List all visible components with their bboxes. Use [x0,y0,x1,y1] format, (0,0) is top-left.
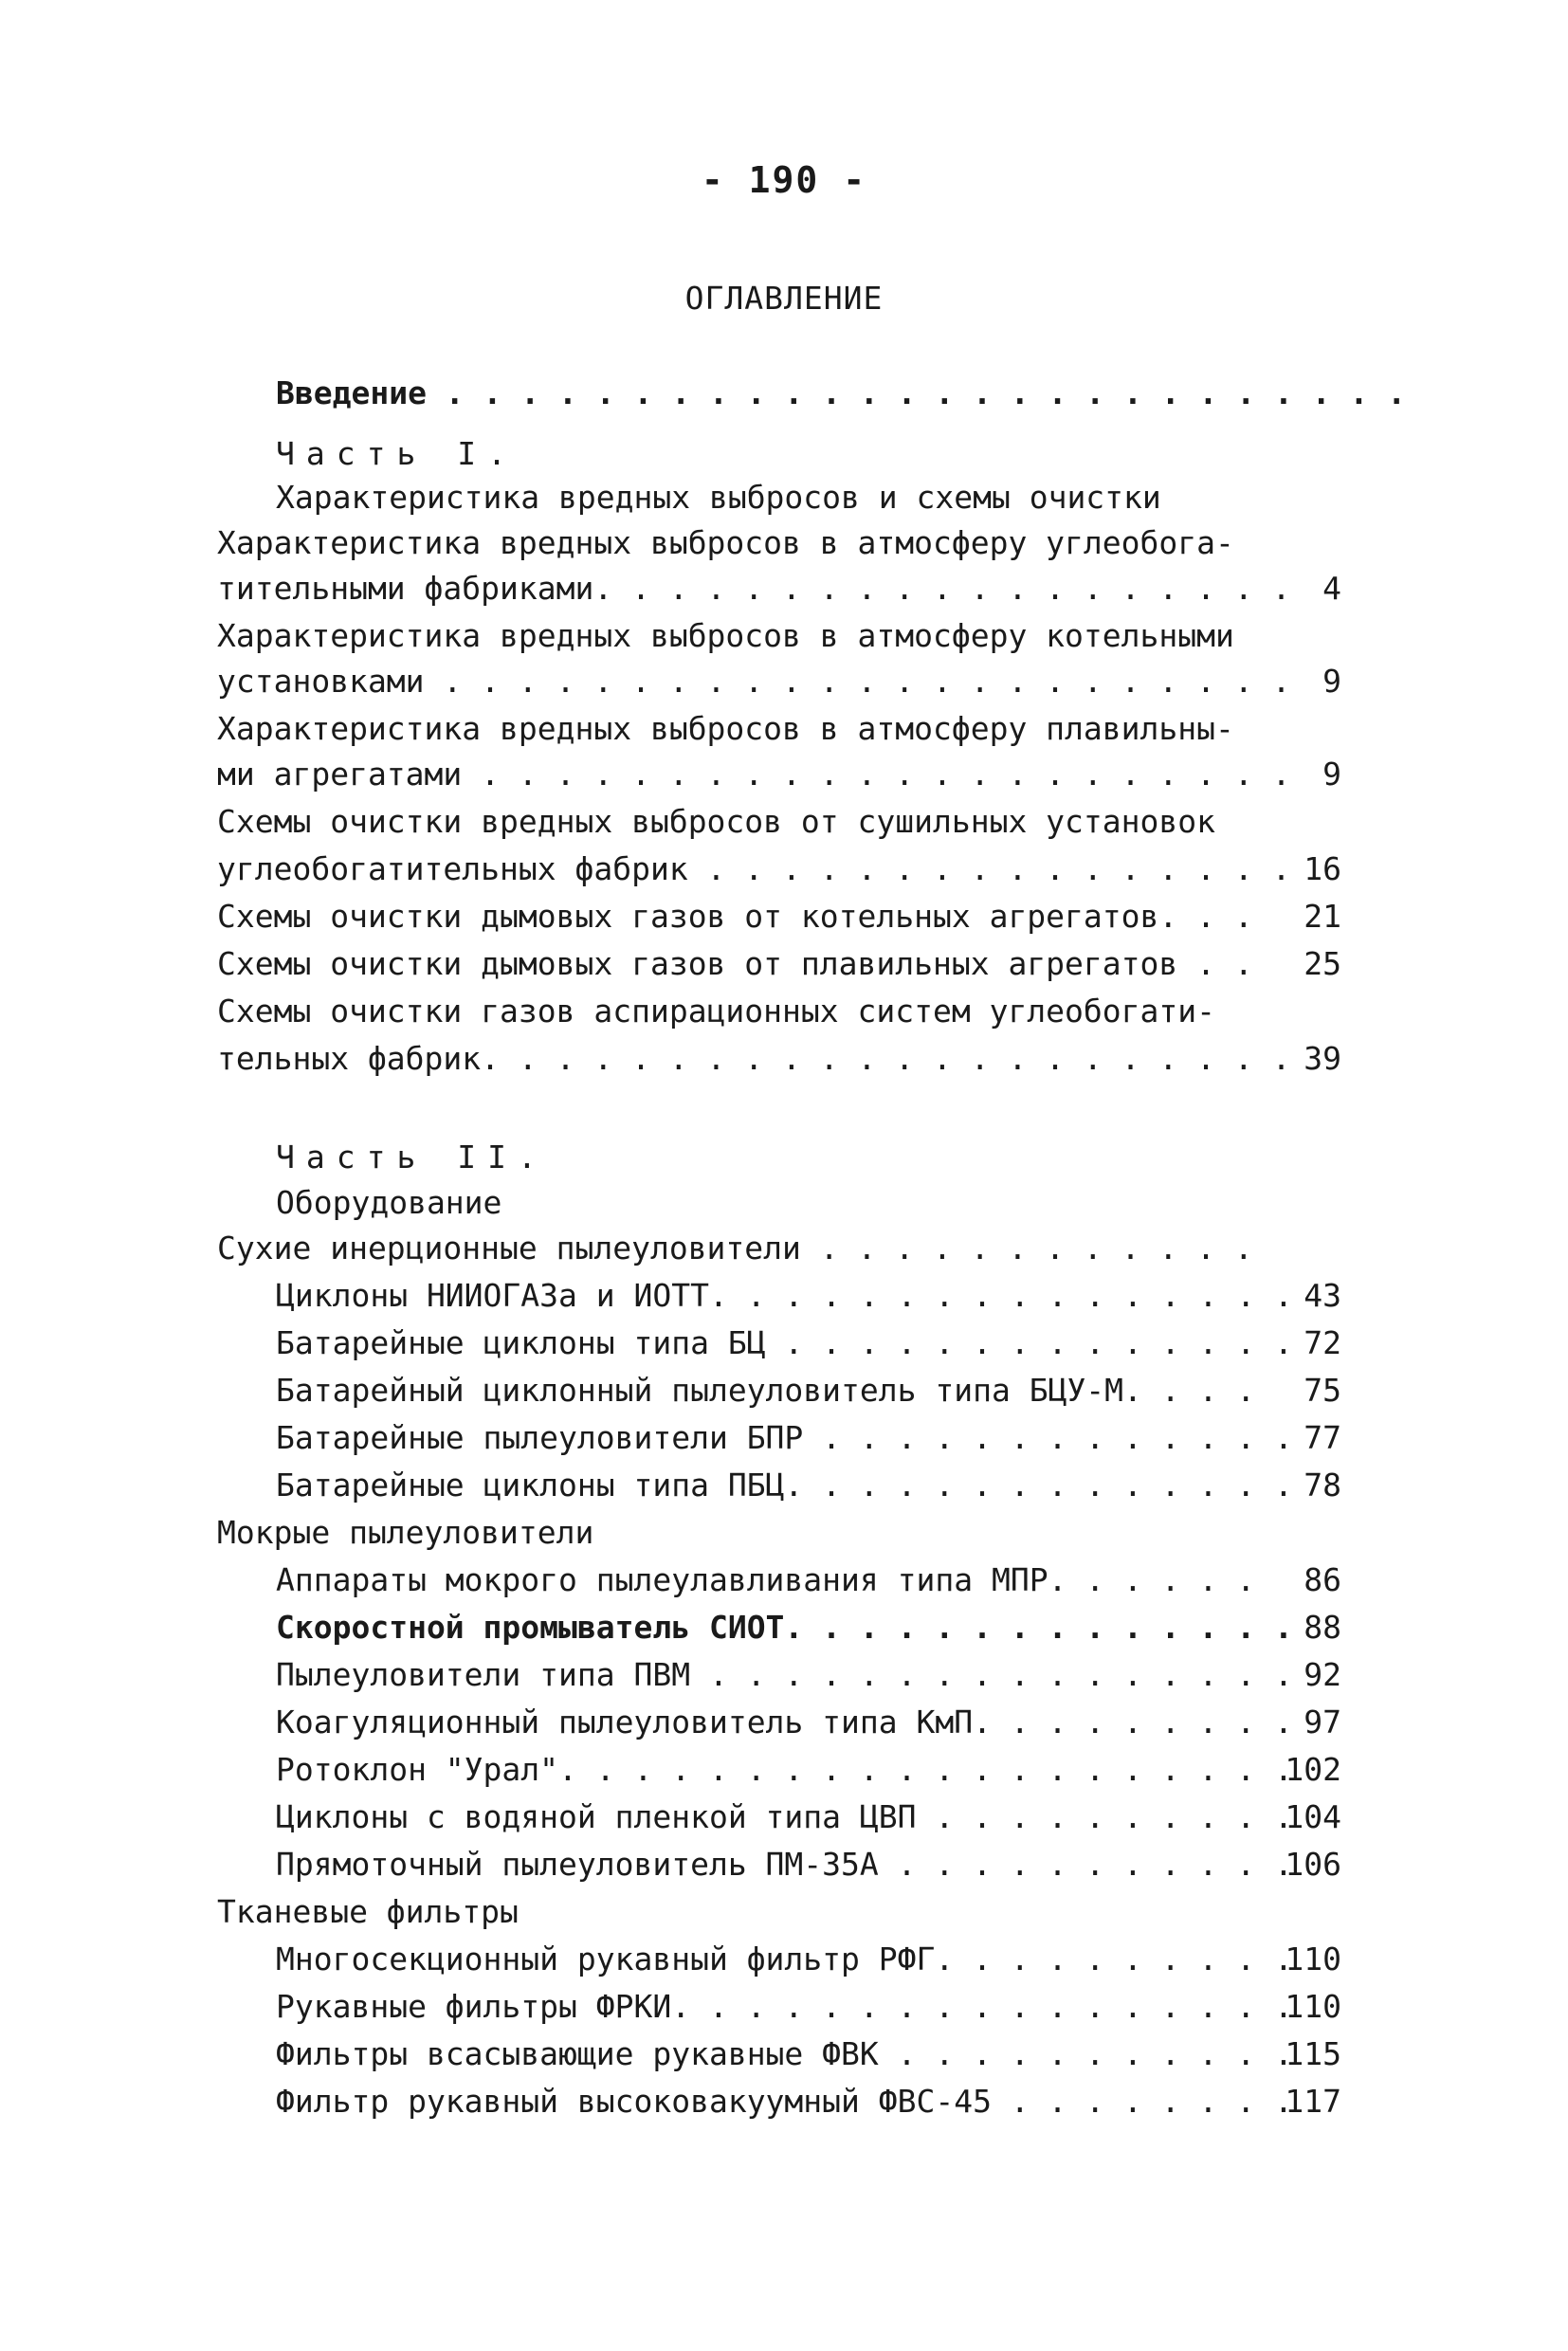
toc-page-number: 25 [1304,945,1341,982]
toc-page-number: 110 [1285,1988,1341,2025]
toc-page-number: 21 [1304,898,1341,935]
toc-page-number: 9 [1322,756,1341,793]
part2-subtitle: Оборудование [276,1184,502,1221]
toc-page-number: 117 [1285,2083,1341,2120]
toc-entry-line: Характеристика вредных выбросов в атмосферу углеобога- [217,524,1234,561]
toc-entry-line: Характеристика вредных выбросов в атмосферу котельными [217,617,1234,654]
toc-section-title: Тканевые фильтры [217,1893,519,1930]
part2-heading: Часть II. [276,1139,548,1176]
toc-entry-line: Схемы очистки дымовых газов от плавильных агрегатов . . [217,945,1253,982]
toc-entry-line: ми агрегатами . . . . . . . . . . . . . . . . . . . . . . [217,756,1291,793]
toc-item: Батарейные циклоны типа БЦ . . . . . . . . . . . . . . [276,1324,1293,1361]
toc-page-number: 78 [1304,1467,1341,1504]
toc-item: Прямоточный пылеуловитель ПМ-35А . . . . . . . . . . . [276,1846,1293,1883]
toc-page-number: 106 [1285,1846,1341,1883]
toc-section-title: Сухие инерционные пылеуловители . . . . . . . . . . . . [217,1230,1253,1267]
toc-page-number: 92 [1304,1656,1341,1693]
part1-heading: Часть I. [276,435,518,472]
toc-item: Скоростной промыватель СИОТ. . . . . . . . . . . . . . [276,1609,1293,1646]
toc-item: Пылеуловители типа ПВМ . . . . . . . . . . . . . . . . [276,1656,1293,1693]
toc-page-number: 104 [1285,1798,1341,1835]
toc-item: Батарейные циклоны типа ПБЦ. . . . . . . . . . . . . . [276,1467,1293,1504]
toc-page-number: 39 [1304,1040,1341,1077]
toc-entry-line: Схемы очистки газов аспирационных систем углеобогати- [217,993,1215,1030]
toc-entry-line: Схемы очистки вредных выбросов от сушильных установок [217,803,1215,840]
toc-entry-line: тельных фабрик. . . . . . . . . . . . . . . . . . . . . . [217,1040,1291,1077]
toc-page-number: 88 [1304,1609,1341,1646]
toc-section-title: Мокрые пылеуловители [217,1514,594,1551]
toc-page-number: 43 [1304,1277,1341,1314]
toc-item: Ротоклон "Урал". . . . . . . . . . . . . . . . . . . . [276,1751,1293,1788]
toc-entry-line: Характеристика вредных выбросов в атмосферу плавильны- [217,710,1234,747]
page-number: - 190 - [701,159,867,201]
toc-item: Коагуляционный пылеуловитель типа КмП. . . . . . . . . [276,1704,1293,1740]
toc-entry-line: установками . . . . . . . . . . . . . . . . . . . . . . . [217,663,1291,700]
toc-page-number: 86 [1304,1561,1341,1598]
toc-entry-introduction [276,372,1406,415]
part1-subtitle: Характеристика вредных выбросов и схемы очистки [276,479,1161,516]
toc-page-number: 77 [1304,1419,1341,1456]
toc-entry-line: углеобогатительных фабрик . . . . . . . . . . . . . . . . [217,850,1291,887]
toc-item: Рукавные фильтры ФРКИ. . . . . . . . . . . . . . . . . [276,1988,1293,2025]
toc-entry-text: Введение . . . . . . . . . . . . . . . . . . . . . . . . . . [276,374,1407,411]
toc-page-number: 75 [1304,1372,1341,1409]
toc-item: Аппараты мокрого пылеулавливания типа МПР. . . . . . [276,1561,1256,1598]
toc-page-number: 97 [1304,1704,1341,1740]
toc-title: ОГЛАВЛЕНИЕ [684,280,884,317]
toc-item: Циклоны с водяной пленкой типа ЦВП . . . . . . . . . . [276,1798,1293,1835]
toc-entry-line: Схемы очистки дымовых газов от котельных агрегатов. . . [217,898,1253,935]
toc-item: Многосекционный рукавный фильтр РФГ. . . . . . . . . . [276,1941,1293,1977]
toc-item: Батарейные пылеуловители БПР . . . . . . . . . . . . . [276,1419,1293,1456]
toc-page-number: 4 [1322,570,1341,607]
toc-item: Батарейный циклонный пылеуловитель типа БЦУ-М. . . . [276,1372,1256,1409]
toc-page-number: 9 [1322,663,1341,700]
toc-page-number: 72 [1304,1324,1341,1361]
toc-item: Циклоны НИИОГАЗа и ИОТТ. . . . . . . . . . . . . . . . [276,1277,1293,1314]
toc-item: Фильтры всасывающие рукавные ФВК . . . . . . . . . . . [276,2035,1293,2072]
toc-page-number: 115 [1285,2035,1341,2072]
toc-page-number: 16 [1304,850,1341,887]
toc-item: Фильтр рукавный высоковакуумный ФВС-45 . . . . . . . . [276,2083,1293,2120]
toc-entry-line: тительными фабриками. . . . . . . . . . . . . . . . . . . [217,570,1291,607]
toc-page-number: 110 [1285,1941,1341,1977]
toc-page-number: 102 [1285,1751,1341,1788]
